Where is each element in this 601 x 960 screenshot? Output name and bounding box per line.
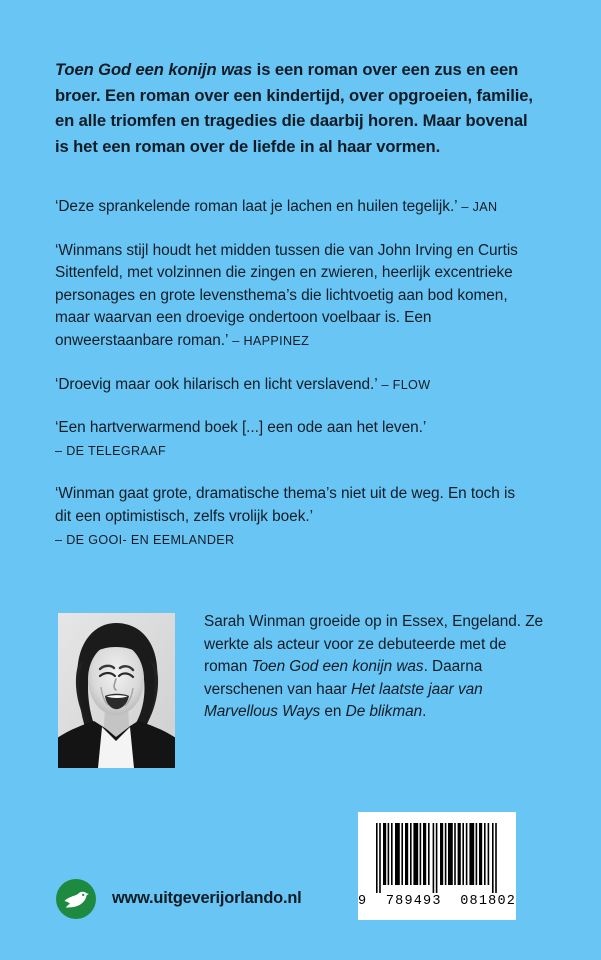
press-quote [55, 374, 535, 397]
author-photo [58, 613, 175, 768]
press-quote [55, 196, 535, 219]
quote-source: – FLOW [377, 377, 431, 392]
blurb-paragraph [55, 57, 535, 159]
bio-text: . Daarna verschenen van haar [204, 658, 483, 698]
quote-source: – DE GOOI- EN EEMLANDER [55, 532, 235, 547]
press-quote [55, 240, 535, 353]
press-quotes [55, 196, 535, 551]
bio-book-title: Toen God een konijn was [251, 658, 424, 676]
quote-source: – JAN [457, 200, 498, 214]
publisher-logo[interactable] [55, 878, 97, 920]
barcode-bars [374, 823, 500, 893]
quote-text: ‘Een hartverwarmend boek [...] een ode aan het leven.’ [55, 419, 427, 437]
bio-text: en [320, 703, 346, 721]
barcode-digits: 9 789493 081802 [357, 894, 517, 909]
quote-text: ‘Winman gaat grote, dramatische thema’s niet uit de weg. En toch is dit een optimistisch, zelfs vrolijk boek.’ [55, 485, 516, 525]
bio-book-title: Het laatste jaar van Marvellous Ways [204, 680, 483, 721]
quote-text: ‘Deze sprankelende roman laat je lachen en huilen tegelijk.’ [55, 198, 458, 215]
barcode [358, 812, 516, 920]
bio-book-title: De blikman [345, 703, 423, 721]
press-quote [55, 483, 535, 551]
quote-text: ‘Winmans stijl houdt het midden tussen die van John Irving en Curtis Sittenfeld, met volzinnen die zingen en zwieren, heerlijk excentrieke personages en grote levensthema’s die lichtvoetig aan bod komen, maar waarvan een droevige ondertoon voelbaar is. Een onweerstaanbare roman.’ [55, 241, 518, 349]
blurb-body: is een roman over een zus en een broer. Een roman over een kindertijd, over opgroeien, familie, en alle triomfen en tragedies die daarbij horen. Maar bovenal is het een roman over de liefde in al haar vormen. [55, 60, 533, 156]
bio-text: Sarah Winman groeide op in Essex, Engeland. Ze werkte als acteur voor ze debuteerde met de roman [204, 613, 544, 676]
bio-text: . [422, 703, 427, 721]
publisher-url[interactable]: www.uitgeverijorlando.nl [112, 889, 302, 907]
author-bio [204, 611, 544, 724]
blurb-book-title: Toen God een konijn was [55, 60, 253, 79]
bird-eye-icon [82, 894, 84, 896]
quote-text: ‘Droevig maar ook hilarisch en licht verslavend.’ [55, 375, 378, 393]
quote-source: – HAPPINEZ [228, 333, 310, 348]
quote-source: – DE TELEGRAAF [55, 443, 167, 458]
press-quote [55, 417, 535, 462]
